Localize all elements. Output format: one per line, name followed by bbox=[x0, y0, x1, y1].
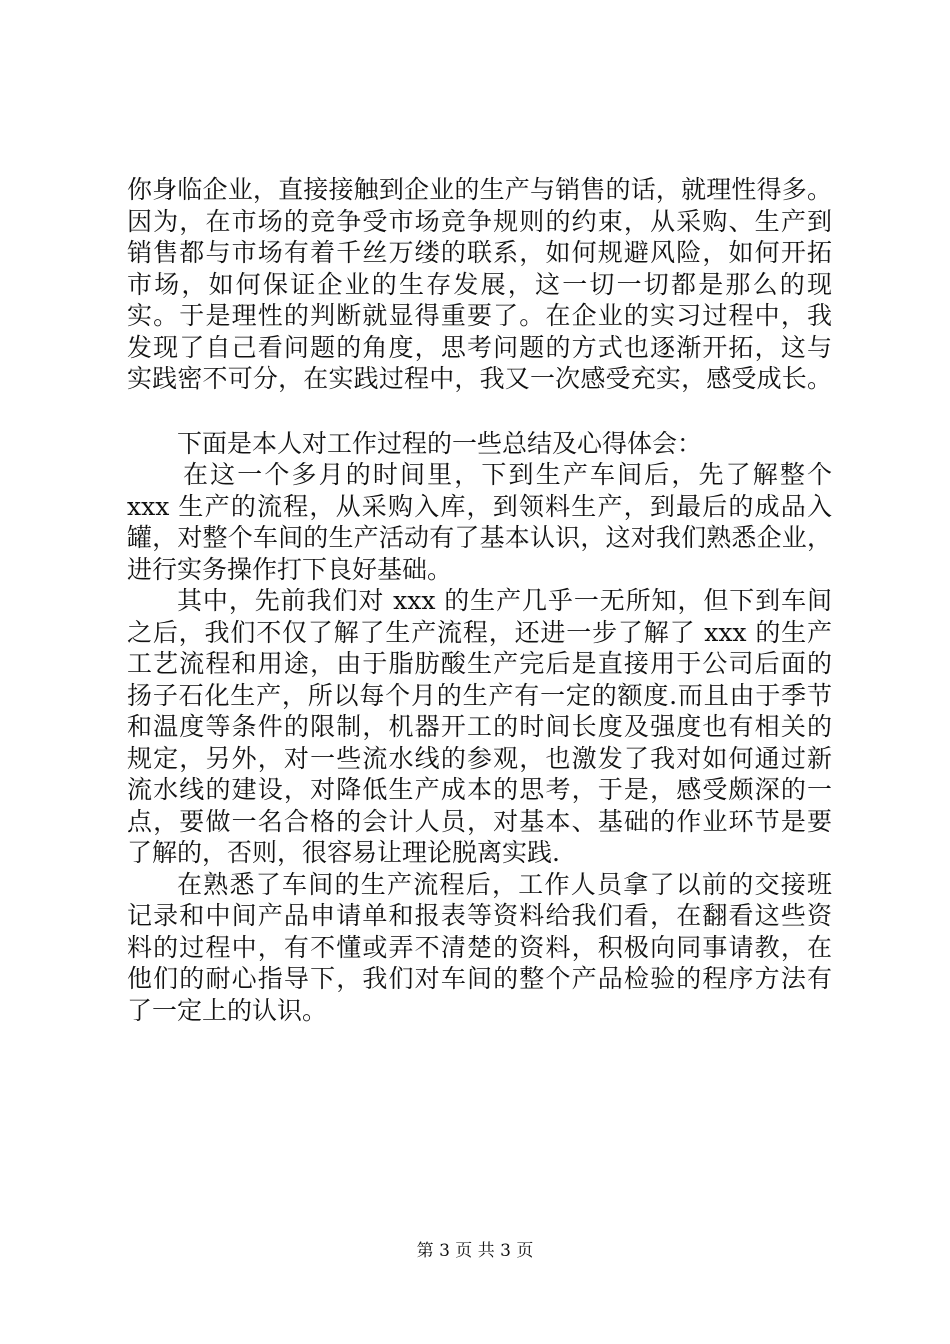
text-line: 发现了自己看问题的角度，思考问题的方式也逐渐开拓，这与 bbox=[127, 332, 832, 362]
text-line: 销售都与市场有着千丝万缕的联系，如何规避风险，如何开拓 bbox=[127, 238, 832, 267]
text-line: 点，要做一名合格的会计人员，对基本、基础的作业环节是要 bbox=[127, 806, 832, 836]
text-line: 在熟悉了车间的生产流程后，工作人员拿了以前的交接班 bbox=[177, 869, 832, 899]
text-line: 在这一个多月的时间里，下到生产车间后，先了解整个 bbox=[183, 460, 832, 489]
paragraph-process-understanding bbox=[127, 585, 832, 869]
text-line: 工艺流程和用途，由于脂肪酸生产完后是直接用于公司后面的 bbox=[127, 649, 832, 678]
text-line: 因为，在市场的竞争受市场竞争规则的约束，从采购、生产到 bbox=[127, 206, 832, 236]
text-line: 了一定上的认识。 bbox=[127, 995, 328, 1025]
text-line: 你身临企业，直接接触到企业的生产与销售的话，就理性得多。 bbox=[127, 175, 832, 204]
paragraph-summary-intro bbox=[127, 428, 832, 460]
text-line: 罐，对整个车间的生产活动有了基本认识，这对我们熟悉企业， bbox=[127, 523, 832, 552]
text-line: 之后，我们不仅了解了生产流程，还进一步了解了 xxx 的生产 bbox=[127, 617, 832, 647]
text-line: 流水线的建设，对降低生产成本的思考，于是，感受颇深的一 bbox=[127, 775, 832, 804]
text-line: 实。于是理性的判断就显得重要了。在企业的实习过程中，我 bbox=[127, 301, 832, 330]
text-line: 扬子石化生产，所以每个月的生产有一定的额度.而且由于季节 bbox=[127, 680, 832, 710]
text-line: 下面是本人对工作过程的一些总结及心得体会： bbox=[177, 428, 703, 458]
paragraph-records-review bbox=[127, 869, 832, 1027]
text-line: 进行实务操作打下良好基础。 bbox=[127, 554, 453, 584]
paragraph-workshop-intro bbox=[127, 459, 832, 585]
text-line: 市场，如何保证企业的生存发展，这一切一切都是那么的现 bbox=[127, 269, 832, 299]
text-line: 和温度等条件的限制，机器开工的时间长度及强度也有相关的 bbox=[127, 712, 832, 741]
text-line: 实践密不可分，在实践过程中，我又一次感受充实，感受成长。 bbox=[127, 364, 832, 393]
text-line: 料的过程中，有不懂或弄不清楚的资料，积极向同事请教，在 bbox=[127, 932, 832, 962]
document-body bbox=[127, 174, 832, 1026]
page-number-label: 第 3 页 共 3 页 bbox=[416, 1241, 534, 1261]
text-line: 其中，先前我们对 xxx 的生产几乎一无所知，但下到车间 bbox=[177, 586, 832, 615]
text-line: 记录和中间产品申请单和报表等资料给我们看，在翻看这些资 bbox=[127, 901, 832, 930]
paragraph-continuation bbox=[127, 174, 832, 395]
paragraph-spacer bbox=[127, 395, 832, 428]
text-line: 他们的耐心指导下，我们对车间的整个产品检验的程序方法有 bbox=[127, 964, 832, 993]
text-line: xxx 生产的流程，从采购入库，到领料生产，到最后的成品入 bbox=[127, 491, 832, 521]
text-line: 规定，另外，对一些流水线的参观，也激发了我对如何通过新 bbox=[127, 743, 832, 773]
page-footer bbox=[0, 1240, 950, 1262]
text-line: 了解的，否则，很容易让理论脱离实践. bbox=[127, 838, 560, 867]
